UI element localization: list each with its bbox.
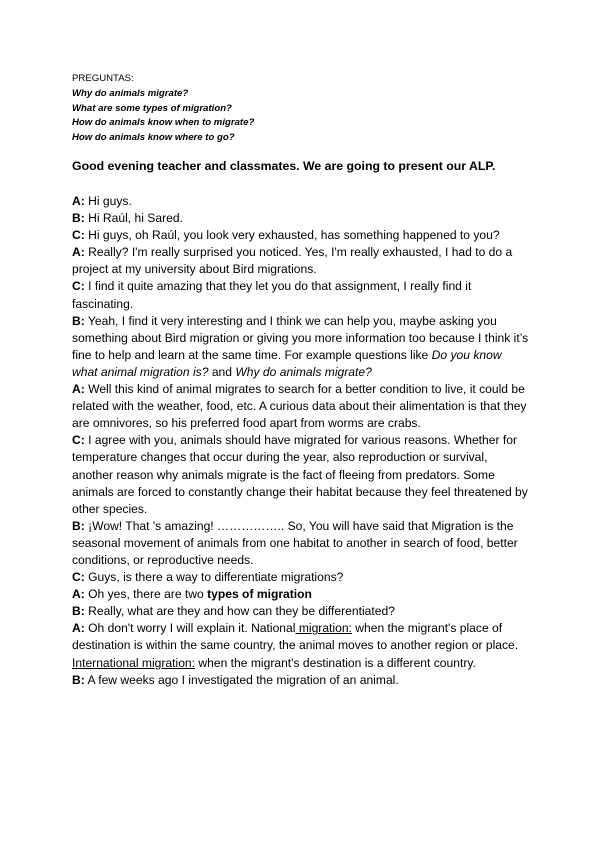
dialog-line [72, 244, 530, 278]
dialog-text: Yeah, I find it very interesting and I think we can help you, maybe asking you something about Bird migration or giving you more information too because I think it’s fine to help and learn at the same time. For example questions like [72, 313, 529, 362]
dialog-text: I find it quite amazing that they let you do that assignment, I really find it fascinating. [72, 279, 472, 311]
speaker-label: C: [72, 433, 85, 448]
question-item: Why do animals migrate? [72, 87, 189, 99]
dialog-line [72, 278, 530, 312]
dialog-text: when the migrant's destination is a different country. [195, 655, 476, 670]
question-item: How do animals know where to go? [72, 132, 235, 144]
speaker-label: B: [72, 672, 85, 687]
dialog-text: Well this kind of animal migrates to search for a better condition to live, it could be related with the weather, food, etc. A curious data about their alimentation is that they are omnivores, so his preferred food apart from worms are crabs. [72, 382, 527, 431]
speaker-label: C: [72, 279, 85, 294]
dialog-text: A few weeks ago I investigated the migration of an animal. [84, 672, 399, 687]
speaker-label: B: [72, 211, 85, 226]
speaker-label: C: [72, 228, 85, 243]
speaker-label: A: [72, 382, 85, 397]
dialog-text: Hi guys, oh Raúl, you look very exhausted, has something happened to you? [84, 228, 500, 243]
dialog-line [72, 432, 530, 517]
dialog-text: Oh don't worry I will explain it. National [84, 621, 296, 636]
dialog-text: Really, what are they and how can they be differentiated? [84, 604, 395, 619]
dialog-line [72, 603, 530, 620]
dialog-underlined-text: migration: [295, 621, 352, 636]
dialog-text: Hi guys. [84, 194, 132, 208]
dialog-text: Guys, is there a way to differentiate migrations? [84, 570, 344, 585]
speaker-label: B: [72, 313, 85, 328]
dialog-text: Oh yes, there are two [84, 587, 208, 602]
dialog-line [72, 381, 530, 432]
dialog-line [72, 586, 530, 603]
dialog-line [72, 655, 530, 672]
questions-block [72, 72, 254, 146]
dialog-italic-text: Do you know what animal migration is? [72, 347, 502, 379]
dialog-line [72, 672, 530, 689]
dialog-bold-text: types of migration [207, 587, 312, 602]
dialog-italic-text: Why do animals migrate? [235, 364, 372, 379]
speaker-label: A: [72, 245, 85, 260]
dialog-underlined-text: International migration: [72, 655, 196, 670]
question-item: How do animals know when to migrate? [72, 117, 255, 129]
dialog-body [72, 193, 530, 689]
questions-heading: PREGUNTAS: [72, 73, 134, 84]
dialog-text: I agree with you, animals should have migrated for various reasons. Whether for temperature changes that occur during the year, also reproduction or survival, another reason why animals migrate is the fact of fleeing from predators. Some animals are forced to constantly change their habitat because they feel threatened by other species. [72, 433, 528, 516]
dialog-line [72, 193, 530, 210]
dialog-text: and [208, 364, 236, 379]
dialog-text: Really? I'm really surprised you noticed. Yes, I'm really exhausted, I had to do a project at my university about Bird migrations. [72, 245, 513, 277]
dialog-line [72, 620, 530, 654]
dialog-line [72, 227, 530, 244]
speaker-label: C: [72, 570, 85, 585]
dialog-line [72, 569, 530, 586]
dialog-text: ¡Wow! That 's amazing! …………….. So, You will have said that Migration is the seasonal movement of animals from one habitat to another in search of food, better conditions, or reproductive needs. [72, 518, 518, 567]
speaker-label: A: [72, 621, 85, 636]
dialog-line [72, 518, 530, 569]
speaker-label: A: [72, 194, 85, 208]
dialog-text: Hi Raúl, hi Sared. [84, 211, 183, 226]
question-item: What are some types of migration? [72, 102, 232, 114]
intro-heading: Good evening teacher and classmates. We are going to present our ALP. [72, 159, 496, 173]
dialog-line [72, 313, 530, 381]
dialog-line [72, 210, 530, 227]
speaker-label: B: [72, 518, 85, 533]
dialog-text: when the migrant's place of destination is within the same country, the animal moves to another region or place. [72, 621, 519, 653]
speaker-label: B: [72, 604, 85, 619]
speaker-label: A: [72, 587, 85, 602]
